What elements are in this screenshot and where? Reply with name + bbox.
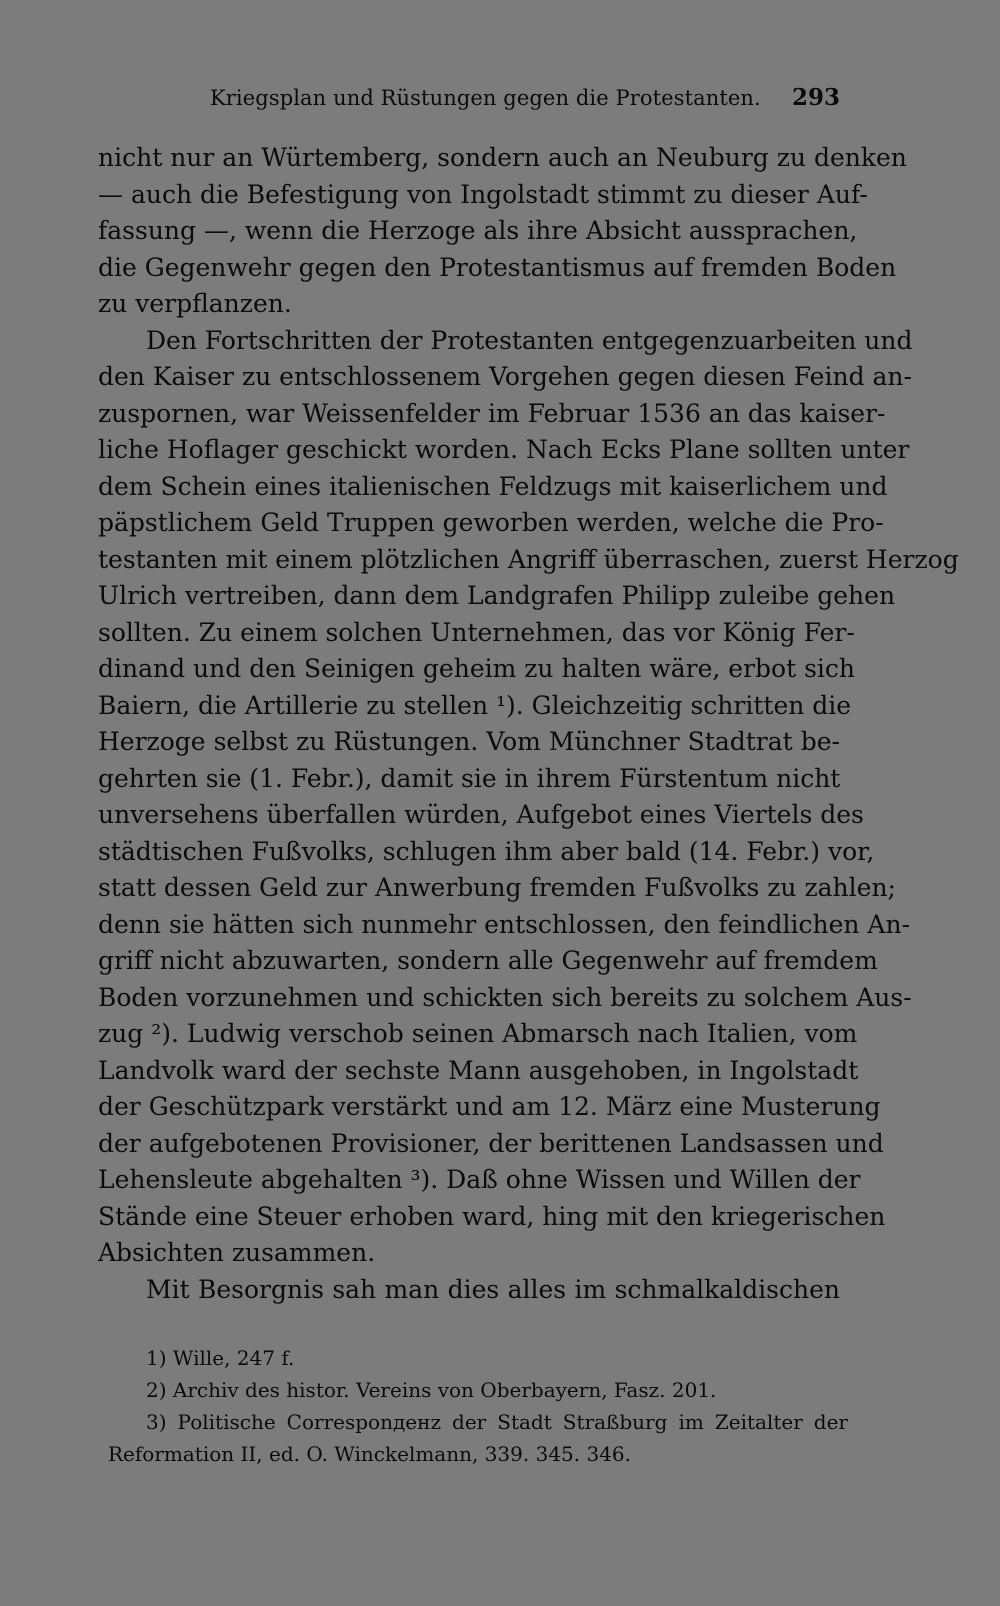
body-text	[98, 140, 959, 1308]
footnote: 3) Politische Corresponденz der Stadt Straßburg im Zeitalter der	[146, 1410, 848, 1434]
text-line: die Gegenwehr gegen den Protestantismus auf fremden Boden	[98, 252, 897, 282]
text-line: sollten. Zu einem solchen Unternehmen, das vor König Fer-	[98, 617, 855, 647]
footnote-continuation: Reformation II, ed. O. Winckelmann, 339. 345. 346.	[108, 1442, 632, 1466]
text-line: dinand und den Seinigen geheim zu halten wäre, erbot sich	[98, 654, 856, 683]
text-line: gehrten sie (1. Febr.), damit sie in ihrem Fürstentum nicht	[98, 763, 841, 793]
text-line: päpstlichem Geld Truppen geworben werden, welche die Pro-	[98, 508, 884, 537]
text-line: Absichten zusammen.	[98, 1238, 376, 1267]
text-line: Boden vorzunehmen und schickten sich bereits zu solchem Aus-	[98, 982, 912, 1012]
text-line: liche Hoflager geschickt worden. Nach Ecks Plane sollten unter	[98, 435, 910, 464]
text-line: Lehensleute abgehalten ³). Daß ohne Wissen und Willen der	[98, 1165, 861, 1194]
text-line: unversehens überfallen würden, Aufgebot eines Viertels des	[98, 800, 864, 829]
text-line: Ulrich vertreiben, dann dem Landgrafen Philipp zuleibe gehen	[98, 581, 896, 610]
text-line: städtischen Fußvolks, schlugen ihm aber bald (14. Febr.) vor,	[98, 836, 875, 866]
text-line: Landvolk ward der sechste Mann ausgehoben, in Ingolstadt	[98, 1055, 859, 1085]
text-line: der aufgebotenen Provisioner, der berittenen Landsassen und	[98, 1128, 884, 1158]
text-line: griff nicht abzuwarten, sondern alle Gegenwehr auf fremdem	[98, 946, 878, 975]
footnote: 1) Wille, 247 f.	[146, 1346, 295, 1370]
footnote: 2) Archiv des histor. Vereins von Oberbayern, Fasz. 201.	[146, 1378, 717, 1402]
text-line: dem Schein eines italienischen Feldzugs mit kaiserlichem und	[98, 471, 888, 501]
text-line: zu verpflanzen.	[98, 289, 292, 318]
page-header	[98, 84, 840, 118]
paragraph-start-line: Mit Besorgnis sah man dies alles im schmalkaldischen	[146, 1274, 840, 1304]
text-line: denn sie hätten sich nunmehr entschlossen, den feindlichen An-	[98, 909, 911, 939]
text-line: nicht nur an Würtemberg, sondern auch an Neuburg zu denken	[98, 143, 907, 172]
footnotes	[108, 1342, 848, 1470]
text-line: fassung —, wenn die Herzoge als ihre Absicht aussprachen,	[98, 216, 858, 245]
text-line: zuspornen, war Weissenfelder im Februar 1536 an das kaiser-	[98, 398, 886, 428]
page-number: 293	[791, 84, 840, 111]
text-line: Baiern, die Artillerie zu stellen ¹). Gleichzeitig schritten die	[98, 690, 852, 720]
paragraph-start-line: Den Fortschritten der Protestanten entgegenzuarbeiten und	[146, 325, 913, 355]
text-line: Herzoge selbst zu Rüstungen. Vom Münchner Stadtrat be-	[98, 727, 840, 756]
text-line: — auch die Befestigung von Ingolstadt stimmt zu dieser Auf-	[98, 179, 868, 209]
text-line: den Kaiser zu entschlossenem Vorgehen gegen diesen Feind an-	[98, 362, 912, 391]
text-line: statt dessen Geld zur Anwerbung fremden Fußvolks zu zahlen;	[98, 873, 896, 902]
text-line: der Geschützpark verstärkt und am 12. März eine Musterung	[98, 1092, 881, 1121]
text-line: Stände eine Steuer erhoben ward, hing mit den kriegerischen	[98, 1201, 886, 1231]
running-head: Kriegsplan und Rüstungen gegen die Protestanten.	[210, 86, 761, 110]
text-line: testanten mit einem plötzlichen Angriff überraschen, zuerst Herzog	[98, 544, 959, 574]
text-line: zug ²). Ludwig verschob seinen Abmarsch nach Italien, vom	[98, 1019, 858, 1048]
